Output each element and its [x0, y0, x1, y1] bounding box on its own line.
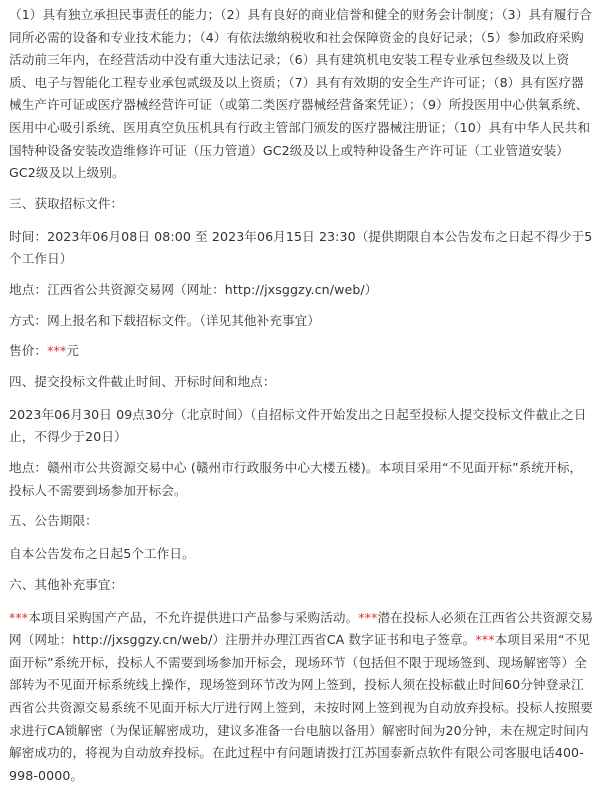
price-unit: 元 [66, 343, 79, 359]
other-matter-domestic: 本项目采购国产产品，不允许提供进口产品参与采购活动。 [28, 609, 359, 625]
asterisk-mark: *** [358, 609, 378, 625]
obtain-docs-time: 时间：2023年06月08日 08:00 至 2023年06月15日 23:30（提供期限自本公告发布之日起不得少于5个工作日） [9, 228, 593, 267]
section-deadline-heading: 四、提交投标文件截止时间、开标时间和地点： [9, 373, 276, 389]
section-other-matters-heading: 六、其他补充事宜： [9, 576, 124, 592]
bid-deadline: 2023年06月30日 09点30分（北京时间）（自招标文件开始发出之日起至投标人提交投标文件截止之日止，不得少于20日） [9, 406, 587, 445]
qualification-requirements: （1）具有独立承担民事责任的能力；（2）具有良好的商业信誉和健全的财务会计制度；（3）具有履行合同所必需的设备和专业技术能力；（4）有依法缴纳税收和社会保障资金的良好记录；（5）参加政府采购活动前三年内，在经营活动中没有重大违法记录；（6）具有建筑机电安装工程专业承包叁级及以上资质、电子与智能化工程专业承包贰级及以上资质；（7）具有有效期的安全生产许可证；（8）具有医疗器械生产许可证或医疗器械经营许可证（或第二类医疗器械经营备案凭证）；（9）所投医用中心供氧系统、医用中心吸引系统、医用真空负压机具有行政主管部门颁发的医疗器械注册证；（10）具有中华人民共和国特种设备安装改造维修许可证（压力管道）GC2级及以上或特种设备生产许可证（工业管道安装）GC2级及以上级别。 [9, 7, 592, 181]
obtain-docs-place: 地点：江西省公共资源交易网（网址：http://jxsggzy.cn/web/） [9, 281, 378, 297]
section-notice-period-heading: 五、公告期限： [9, 513, 98, 529]
price-label: 售价： [9, 343, 48, 359]
obtain-docs-price [9, 340, 594, 363]
obtain-docs-method: 方式：网上报名和下载招标文件。（详见其他补充事宜） [9, 312, 321, 328]
asterisk-mark: *** [9, 609, 29, 625]
asterisk-mark: *** [475, 632, 495, 648]
other-matter-remote-opening: 本项目采用“不见面开标”系统开标，投标人不需要到场参加开标会，现场环节（包括但不限于现场签到、现场解密等）全部转为不见面开标系统线上操作，现场签到环节改为网上签到，投标人须在投标截止时间60分钟登录江西省公共资源交易系统不见面开标大厅进行网上签到，未按时网上签到视为自动放弃投标。投标人按照要求进行CA锁解密（为保证解密成功，建议多准备一台电脑以备用）解密时间为20分钟，未在规定时间内解密成功的，将视为自动放弃投标。在此过程中有问题请拨打江苏国泰新点软件有限公司客服电话400-998-0000。 [9, 632, 593, 783]
section-obtain-docs-heading: 三、获取招标文件： [9, 195, 124, 211]
price-value: *** [47, 343, 67, 359]
notice-period-text: 自本公告发布之日起5个工作日。 [9, 546, 195, 562]
bid-opening-place: 地点：赣州市公共资源交易中心 (赣州市行政服务中心大楼五楼)。本项目采用“不见面开标”系统开标，投标人不需要到场参加开标会。 [9, 459, 583, 498]
other-matters-text [9, 607, 594, 787]
other-matter-registration: 潜在投标人必须在江西省公共资源交易网（网址：http://jxsggzy.cn/web/）注册并办理江西省CA 数字证书和电子签章。 [9, 609, 594, 648]
